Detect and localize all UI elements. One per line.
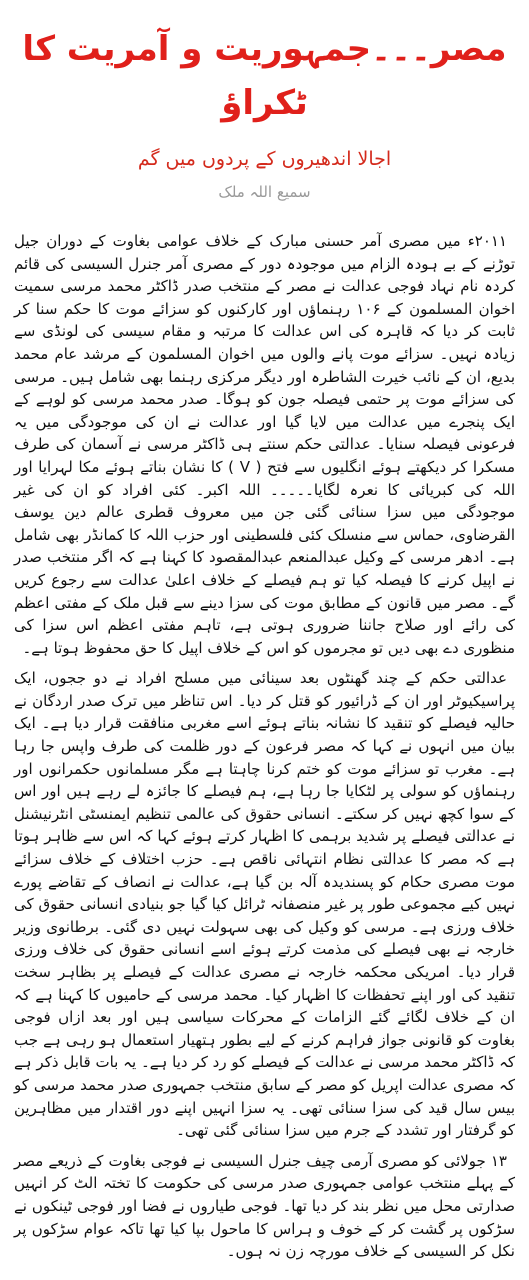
author-byline: سمیع اللہ ملک [218,183,311,201]
subheadline: اجالا اندھیروں کے پردوں میں گم [137,148,392,170]
headline: مصر۔۔۔جمہوریت و آمریت کا ٹکراؤ [22,29,507,123]
paragraph: عدالتی حکم کے چند گھنٹوں بعد سینائی میں مسلح افراد نے دو ججوں، ایک پراسیکیوٹر اور ان کے ڈرائیور کو قتل کر دیا۔ اس تناظر میں ترک صدر اردگان نے حالیہ فیصلے کو تنقید کا نشانہ بناتے ہوئے اسے مغربی منافقت قرار دیا ہے۔ ایک بیان میں انہوں نے کہا کہ مصر فرعون کے دور ظلمت کی طرف واپس جا رہا ہے۔ مغرب تو سزائے موت کو ختم کرنا چاہتا ہے مگر مسلمانوں حکمرانوں اور رہنماؤں کو سولی پر لٹکایا جا رہا ہے، ہم فیصلے کا جائزہ لے رہے ہیں اور اس کے سوا کچھ نہیں کر سکتے۔ انسانی حقوق کی عالمی تنظیم ایمنسٹی انٹرنیشنل نے عدالتی فیصلے پر شدید برہمی کا اظہار کرتے ہوئے کہا کہ اس سے ظاہر ہوتا ہے کہ مصر کا عدالتی نظام انتہائی ناقص ہے۔ حزب اختلاف کے خلاف سزائے موت مصری حکام کو پسندیدہ آلہ بن گیا ہے، عدالت نے انصاف کے تقاضے پورے نہیں کیے مجموعی طور پر غیر منصفانہ ٹرائل کیا گیا جو بنیادی انسانی حقوق کی خلاف ورزی ہے۔ مرسی کو وکیل کی بھی سہولت نہیں دی گئی۔ برطانوی وزیر خارجہ نے بھی فیصلے کی مذمت کرتے ہوئے اسے انسانی حقوق کی خلاف ورزی قرار دیا۔ امریکی محکمہ خارجہ نے مصری عدالت کے فیصلے پر بظاہر سخت تنقید کی اور اپنے تحفظات کا اظہار کیا۔ محمد مرسی کے حامیوں کا کہنا ہے کہ ان کے خلاف لگائے گئے الزامات کے محرکات سیاسی ہیں اور بعد ازاں فوجی بغاوت کو قانونی جواز فراہم کرنے کے لیے بطور ہتھیار استعمال ہو رہی ہے جب کہ ڈاکٹر محمد مرسی نے عدالت کے فیصلے کو رد کر دیا ہے۔ یہ بات قابل ذکر ہے کہ مصری عدالت اپریل کو مصر کے سابق منتخب جمہوری صدر محمد مرسی کو بیس سال قید کی سزا سنائی تھی۔ یہ سزا انہیں اپنے دور اقتدار میں مظاہرین کو گرفتار اور تشدد کے جرم میں سزا سنائی گئی تھی۔ [14,669,515,1140]
article-body [14,230,515,1263]
article [0,22,529,1280]
paragraph: ۱۳ جولائی کو مصری آرمی چیف جنرل السیسی نے فوجی بغاوت کے ذریعے مصر کے پہلے منتخب عوامی جمہوری صدر مرسی کی حکومت کا تختہ الٹ کر انہیں صدارتی محل میں نظر بند کر دیا تھا۔ فوجی طیاروں نے فضا اور فوجی ٹینکوں نے سڑکوں پر گشت کر کے خوف و ہراس کا ماحول بپا کیا تھا تاکہ عوام سڑکوں پر نکل کر السیسی کے خلاف مورچہ زن نہ ہوں۔ [14,1151,515,1261]
paragraph: ۲۰۱۱ء میں مصری آمر حسنی مبارک کے خلاف عوامی بغاوت کے دوران جیل توڑنے کے بے ہودہ الزام میں موجودہ دور کے مصری آمر جنرل السیسی کی قائم کردہ نام نہاد فوجی عدالت نے مصر کے منتخب صدر ڈاکٹر محمد مرسی سمیت اخوان المسلمون کے ۱۰۶ رہنماؤں اور کارکنوں کو سزائے موت کا حکم سنا کر ثابت کر دیا کہ قاہرہ کی اس عدالت کا مرتبہ و مقام سیسی کی لونڈی سے زیادہ نہیں۔ سزائے موت پانے والوں میں اخوان المسلمون کے مرشد عام محمد بدیع، ان کے نائب خیرت الشاطرہ اور دیگر مرکزی رہنما بھی شامل ہیں۔ مرسی کی سزائے موت پر حتمی فیصلہ جون کو ہوگا۔ صدر محمد مرسی کو لوہے کے ایک پنجرے میں عدالت میں لایا گیا اور عدالت نے ان کی موجودگی میں یہ فرعونی فیصلہ سنایا۔ عدالتی حکم سنتے ہی ڈاکٹر مرسی نے آسمان کی طرف مسکرا کر دیکھتے ہوئے انگلیوں سے فتح ( V ) کا نشان بناتے ہوئے مکا لہرایا اور اللہ کی کبریائی کا نعرہ لگایا۔۔۔۔۔ اللہ اکبر۔ کئی افراد کو ان کی غیر موجودگی میں سزا سنائی گئی جن میں معروف قطری عالم دین یوسف القرضاوی، حماس سے منسلک کئی فلسطینی اور حزب اللہ کا کمانڈر بھی شامل ہے۔ ادھر مرسی کے وکیل عبدالمنعم عبدالمقصود کا کہنا ہے کہ اگر منتخب صدر نے اپیل کرنے کا فیصلہ کیا تو ہم فیصلے کے خلاف اعلیٰ عدالت سے رجوع کریں گے۔ مصر میں قانون کے مطابق موت کی سزا دینے سے قبل ملک کے مفتی اعظم کی رائے اور صلاح جاننا ضروری ہوتی ہے، تاہم مفتی اعظم اس سزا کی منظوری دے بھی دیں تو مجرموں کو اس کے خلاف اپیل کا حق محفوظ ہوتا ہے۔ [14,232,515,657]
